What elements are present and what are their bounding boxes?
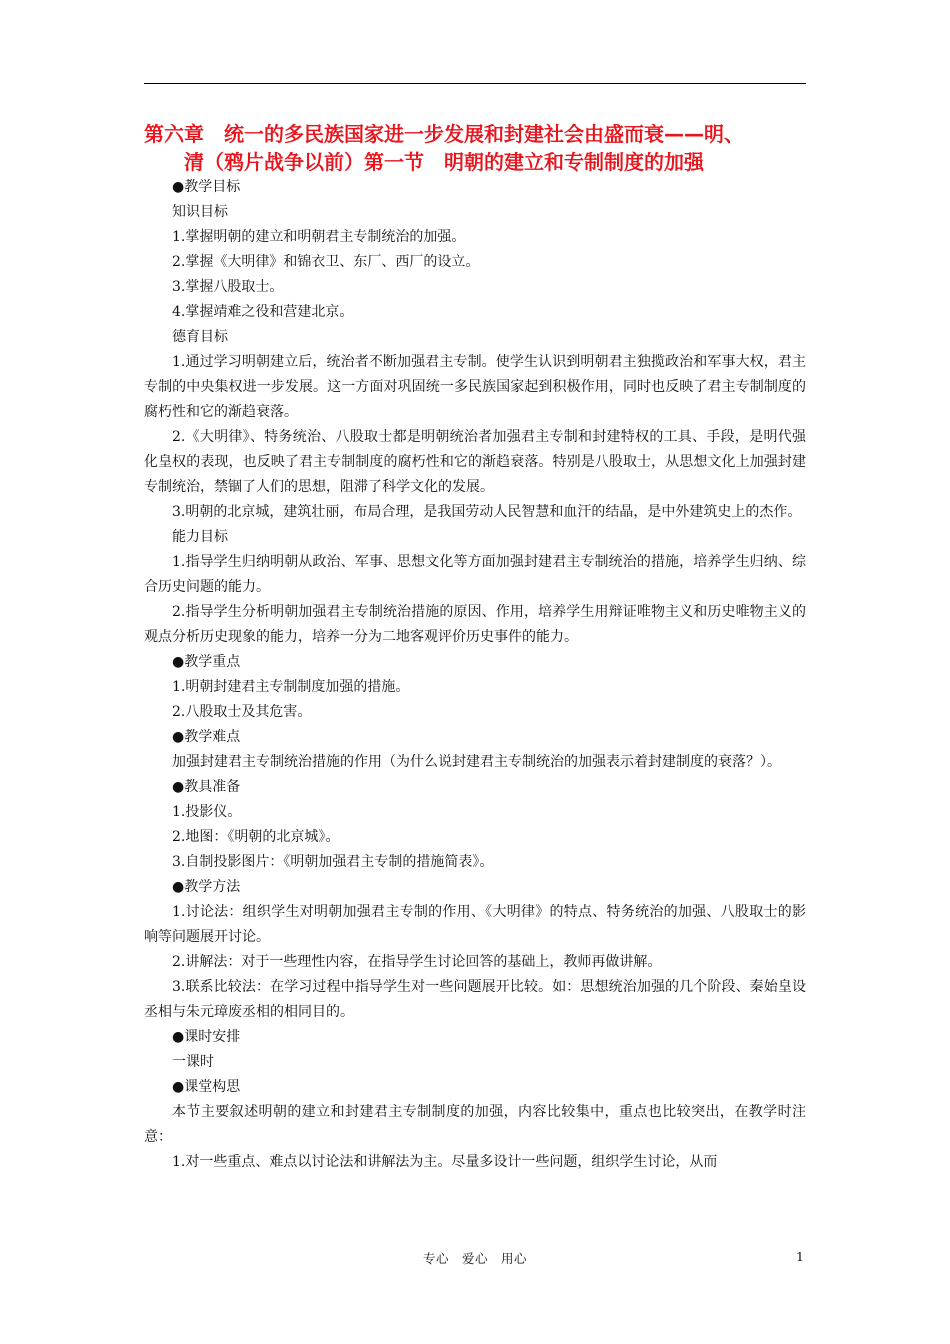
list-item: 1.投影仪。	[172, 804, 242, 820]
paragraph: 2.讲解法：对于一些理性内容，在指导学生讨论回答的基础上，教师再做讲解。	[172, 954, 662, 970]
section-heading: ●教学重点	[172, 654, 241, 670]
paragraph: 1.对一些重点、难点以讨论法和讲解法为主。尽量多设计一些问题，组织学生讨论，从而	[172, 1154, 718, 1170]
title-line-1: 第六章 统一的多民族国家进一步发展和封建社会由盛而衰——明、	[144, 122, 744, 146]
section-heading: ●课时安排	[172, 1029, 241, 1045]
section-heading: ●课堂构思	[172, 1079, 241, 1095]
paragraph: 1.指导学生归纳明朝从政治、军事、思想文化等方面加强封建君主专制统治的措施，培养学生归纳、综合历史问题的能力。	[144, 554, 806, 595]
page-title	[144, 120, 814, 176]
section-heading: ●教学方法	[172, 879, 241, 895]
subsection-heading: 知识目标	[172, 204, 228, 220]
paragraph: 加强封建君主专制统治措施的作用（为什么说封建君主专制统治的加强表示着封建制度的衰落？）。	[172, 754, 781, 770]
list-item: 2.掌握《大明律》和锦衣卫、东厂、西厂的设立。	[172, 254, 480, 270]
section-heading: ●教学难点	[172, 729, 241, 745]
list-item: 1.明朝封建君主专制制度加强的措施。	[172, 679, 410, 695]
subsection-heading: 能力目标	[172, 529, 228, 545]
section-heading: ●教学目标	[172, 179, 241, 195]
page-number: 1	[796, 1249, 804, 1264]
subsection-heading: 德育目标	[172, 329, 228, 345]
paragraph: 2.指导学生分析明朝加强君主专制统治措施的原因、作用，培养学生用辩证唯物主义和历史唯物主义的观点分析历史现象的能力，培养一分为二地客观评价历史事件的能力。	[144, 604, 806, 645]
list-item: 2.八股取士及其危害。	[172, 704, 312, 720]
document-body	[144, 175, 806, 1175]
paragraph: 3.明朝的北京城，建筑壮丽，布局合理，是我国劳动人民智慧和血汗的结晶，是中外建筑史上的杰作。	[172, 504, 802, 520]
list-item: 4.掌握靖难之役和营建北京。	[172, 304, 354, 320]
list-item: 1.掌握明朝的建立和明朝君主专制统治的加强。	[172, 229, 466, 245]
section-heading: ●教具准备	[172, 779, 241, 795]
title-line-2: 清（鸦片战争以前）第一节 明朝的建立和专制制度的加强	[184, 150, 704, 174]
paragraph: 1.通过学习明朝建立后，统治者不断加强君主专制。使学生认识到明朝君主独揽政治和军事大权，君主专制的中央集权进一步发展。这一方面对巩固统一多民族国家起到积极作用，同时也反映了君主专制制度的腐朽性和它的渐趋衰落。	[144, 354, 806, 420]
paragraph: 本节主要叙述明朝的建立和封建君主专制制度的加强，内容比较集中，重点也比较突出，在教学时注意：	[144, 1104, 806, 1145]
list-item: 3.掌握八股取士。	[172, 279, 284, 295]
footer-motto: 专心 爱心 用心	[422, 1251, 527, 1266]
paragraph: 1.讨论法：组织学生对明朝加强君主专制的作用、《大明律》的特点、特务统治的加强、八股取士的影响等问题展开讨论。	[144, 904, 806, 945]
paragraph: 2.《大明律》、特务统治、八股取士都是明朝统治者加强君主专制和封建特权的工具、手段，是明代强化皇权的表现，也反映了君主专制制度的腐朽性和它的渐趋衰落。特别是八股取士，从思想文化上加强封建专制统治，禁锢了人们的思想，阻滞了科学文化的发展。	[144, 429, 806, 495]
paragraph: 3.联系比较法：在学习过程中指导学生对一些问题展开比较。如：思想统治加强的几个阶段、秦始皇设丞相与朱元璋废丞相的相同目的。	[144, 979, 806, 1020]
paragraph: 一课时	[172, 1054, 214, 1070]
list-item: 2.地图：《明朝的北京城》。	[172, 829, 340, 845]
header-rule	[144, 83, 806, 84]
list-item: 3.自制投影图片：《明朝加强君主专制的措施简表》。	[172, 854, 494, 870]
